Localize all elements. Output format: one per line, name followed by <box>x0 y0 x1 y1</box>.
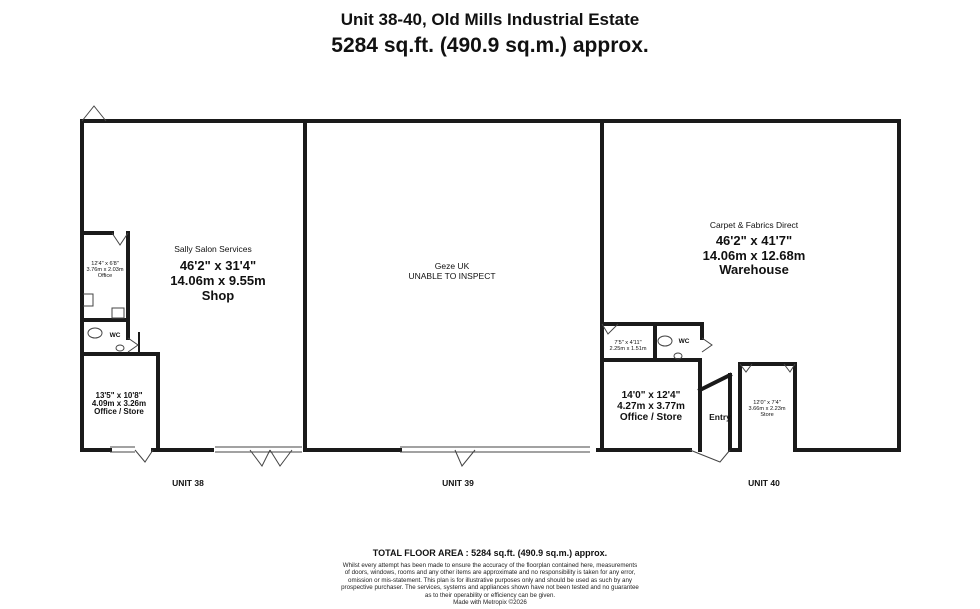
unit39-window <box>400 447 590 452</box>
office38-small-metric: 3.76m x 2.03m <box>86 267 124 273</box>
office40-imperial: 14'0" x 12'4" <box>621 390 681 401</box>
warehouse-imperial: 46'2" x 41'7" <box>715 233 793 248</box>
geze-tenant: Geze UK <box>434 261 470 271</box>
entry-label: Entry <box>709 412 731 422</box>
disclaimer-credit: Made with Metropix ©2026 <box>453 599 527 607</box>
shop-name: Shop <box>201 288 235 303</box>
wc38-label: WC <box>109 332 121 339</box>
store40-name: Store <box>760 412 774 418</box>
shop-tenant: Sally Salon Services <box>174 244 252 254</box>
plan-area: 5284 sq.ft. (490.9 sq.m.) approx. <box>331 34 649 57</box>
office38-imperial: 13'5" x 10'8" <box>95 391 143 400</box>
door-swing-top <box>82 106 106 121</box>
store40-metric: 3.66m x 2.23m <box>748 406 786 412</box>
warehouse-tenant: Carpet & Fabrics Direct <box>709 220 799 230</box>
wc38-toilet <box>88 328 102 338</box>
door-swing-office <box>112 233 128 245</box>
unit-38-label: UNIT 38 <box>172 478 204 488</box>
unit-39-label: UNIT 39 <box>442 478 474 488</box>
office38-small-name: Office <box>97 273 113 279</box>
office38-small-imperial: 12'4" x 6'8" <box>91 261 119 267</box>
disclaimer-line: Whilst every attempt has been made to ensure the accuracy of the floorplan contained here, measurements <box>342 562 638 569</box>
disclaimer-line: as to their operability or efficiency can be given. <box>424 591 556 599</box>
office40-metric: 4.27m x 3.77m <box>617 401 685 412</box>
disclaimer <box>320 562 660 606</box>
wc40-toilet <box>658 336 672 346</box>
disclaimer-line: omission or mis-statement. This plan is for illustrative purposes only and should be used as such by any <box>348 576 632 584</box>
office38-metric: 4.09m x 3.26m <box>91 399 147 408</box>
office40-name: Office / Store <box>619 412 683 423</box>
plan-title: Unit 38-40, Old Mills Industrial Estate <box>340 10 640 29</box>
disclaimer-line: of doors, windows, rooms and any other items are approximate and no responsibility is taken for any error, <box>344 569 636 577</box>
store40-imperial: 12'0" x 7'4" <box>753 400 781 406</box>
room40-small-metric: 2.25m x 1.51m <box>609 346 647 352</box>
wc40-label: WC <box>678 338 690 345</box>
shop-metric: 14.06m x 9.55m <box>170 273 266 288</box>
office38-name: Office / Store <box>94 407 144 416</box>
unit-40-label: UNIT 40 <box>748 478 780 488</box>
warehouse-name: Warehouse <box>719 262 789 277</box>
shop-imperial: 46'2" x 31'4" <box>179 258 257 273</box>
geze-note: UNABLE TO INSPECT <box>408 271 496 281</box>
disclaimer-line: prospective purchaser. The services, systems and appliances shown have not been tested and no guarantee <box>341 584 639 592</box>
shopfront-window <box>215 447 302 452</box>
warehouse-metric: 14.06m x 12.68m <box>702 248 806 263</box>
total-floor-area: TOTAL FLOOR AREA : 5284 sq.ft. (490.9 sq.m.) approx. <box>372 548 608 558</box>
room40-small-imperial: 7'5" x 4'11" <box>614 340 642 346</box>
